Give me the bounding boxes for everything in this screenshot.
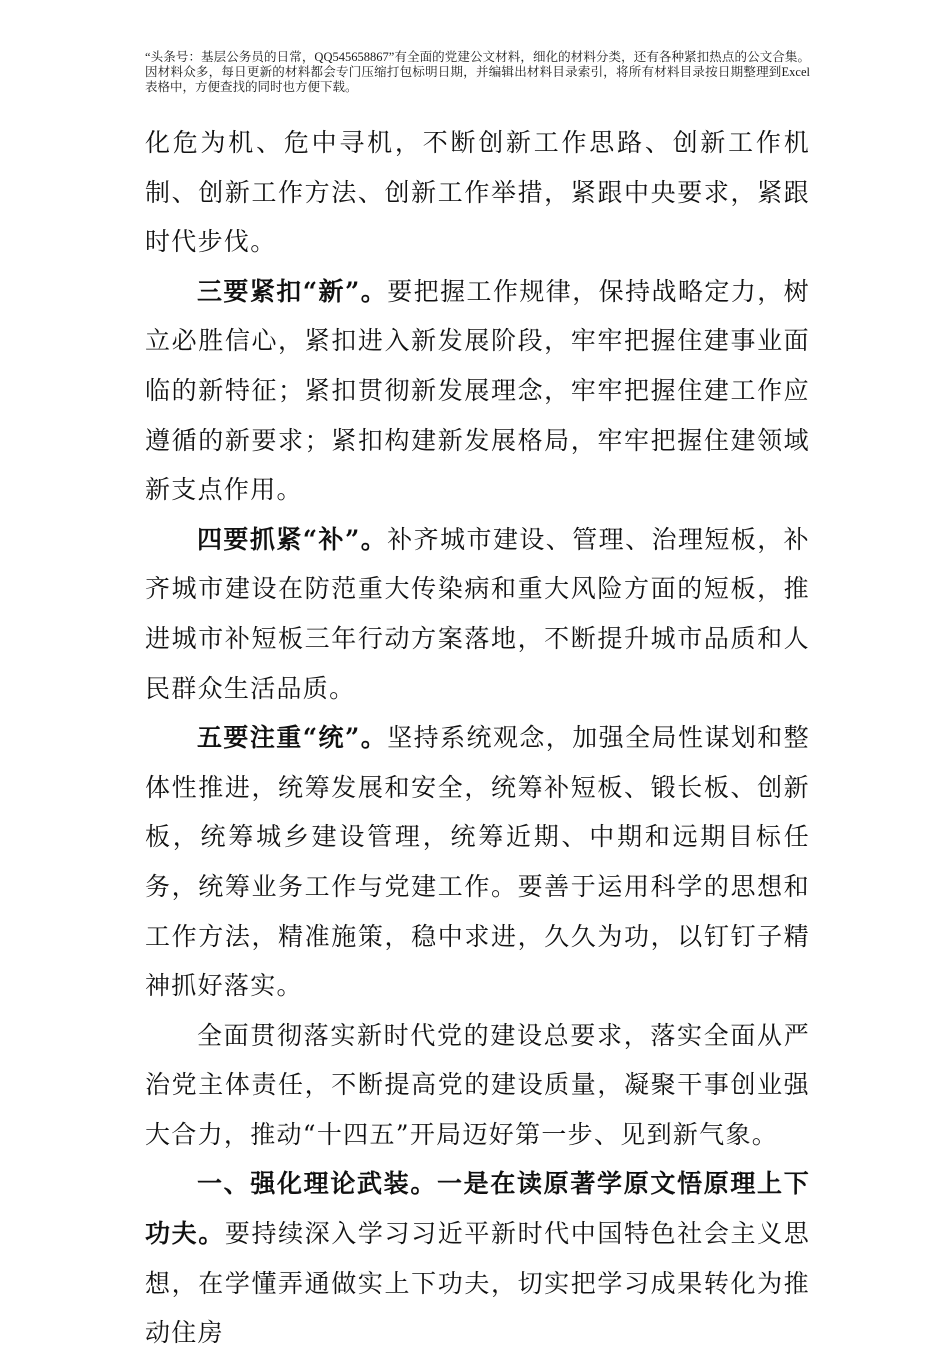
paragraph-text: 化危为机、危中寻机，不断创新工作思路、创新工作机制、创新工作方法、创新工作举措，紧跟中央要求，紧跟时代步伐。 — [145, 128, 810, 257]
paragraph-lead: 三要紧扣“新”。 — [197, 276, 388, 306]
paragraph-party-building — [145, 1011, 810, 1160]
paragraph-section-one — [145, 1159, 810, 1357]
header-note: “头条号：基层公务员的日常，QQ545658867”有全面的党建公文材料，细化的材料分类，还有各种紧扣热点的公文合集。因材料众多，每日更新的材料都会专门压缩打包标明日期，并编辑出材料目录索引，将所有材料目录按日期整理到Excel表格中，方便查找的同时也方便下载。 — [145, 50, 810, 94]
paragraph-point-three — [145, 267, 810, 515]
paragraph-text: 全面贯彻落实新时代党的建设总要求，落实全面从严治党主体责任，不断提高党的建设质量，凝聚干事创业强大合力，推动“十四五”开局迈好第一步、见到新气象。 — [145, 1020, 810, 1149]
paragraph-text: 补齐城市建设、管理、治理短板，补齐城市建设在防范重大传染病和重大风险方面的短板，推进城市补短板三年行动方案落地，不断提升城市品质和人民群众生活品质。 — [145, 524, 810, 703]
paragraph-point-four — [145, 515, 810, 713]
paragraph-point-five — [145, 713, 810, 1011]
paragraph-lead: 一、强化理论武装。一是在读原著学原文悟原理上下功夫。 — [145, 1169, 810, 1249]
paragraph-lead: 五要注重“统”。 — [197, 723, 388, 753]
document-body — [145, 118, 810, 1358]
paragraph-continuation — [145, 118, 810, 267]
paragraph-lead: 四要抓紧“补”。 — [197, 524, 388, 554]
paragraph-text: 要持续深入学习习近平新时代中国特色社会主义思想，在学懂弄通做实上下功夫，切实把学习成果转化为推动住房 — [145, 1219, 810, 1348]
paragraph-text: 要把握工作规律，保持战略定力，树立必胜信心，紧扣进入新发展阶段，牢牢把握住建事业面临的新特征；紧扣贯彻新发展理念，牢牢把握住建工作应遵循的新要求；紧扣构建新发展格局，牢牢把握住建领域新支点作用。 — [145, 276, 810, 505]
paragraph-text: 坚持系统观念，加强全局性谋划和整体性推进，统筹发展和安全，统筹补短板、锻长板、创新板，统筹城乡建设管理，统筹近期、中期和远期目标任务，统筹业务工作与党建工作。要善于运用科学的思想和工作方法，精准施策，稳中求进，久久为功，以钉钉子精神抓好落实。 — [145, 723, 810, 1001]
